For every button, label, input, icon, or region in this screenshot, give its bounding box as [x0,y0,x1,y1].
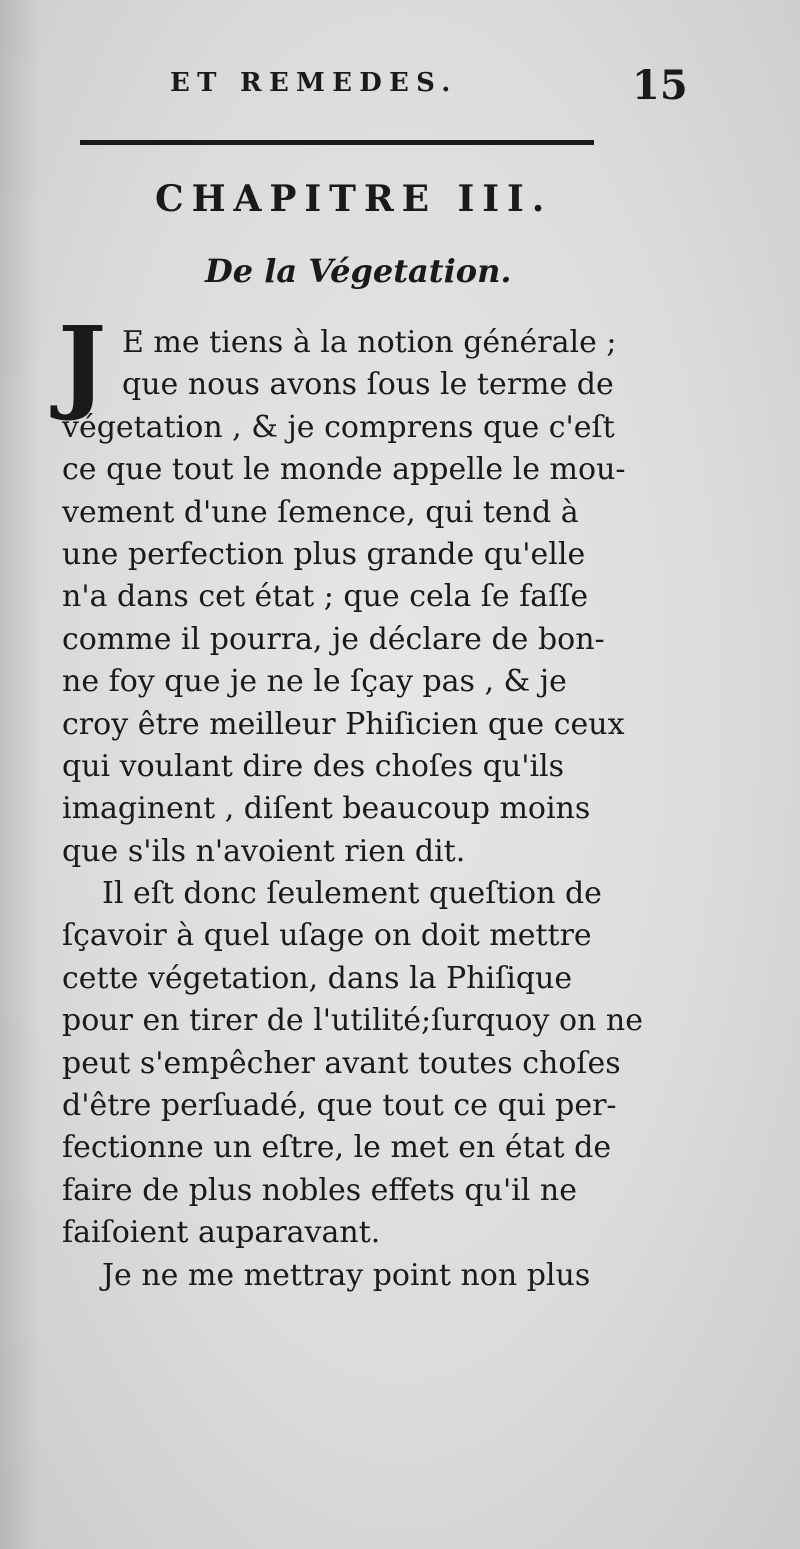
text-line: d'être perſuadé, que tout ce qui per- [62,1088,617,1124]
text-line: Je ne me mettray point non plus [102,1257,591,1293]
running-header: ET REMEDES. [170,68,458,98]
text-line: ſçavoir à quel uſage on doit mettre [62,918,592,954]
drop-cap: J [58,304,107,424]
body-text [62,322,662,1297]
text-line: que nous avons ſous le terme de [122,367,614,403]
chapter-subtitle: De la Végetation. [205,252,512,290]
text-line: comme il pourra, je déclare de bon- [62,621,605,657]
text-line: vement d'une ſemence, qui tend à [62,494,579,530]
text-line: qui voulant dire des choſes qu'ils [62,748,565,784]
text-line: croy être meilleur Phiſicien que ceux [62,706,625,742]
text-line: végetation , & je comprens que c'eſt [62,409,615,445]
text-line: que s'ils n'avoient rien dit. [62,833,466,869]
text-line: Il eſt donc ſeulement queſtion de [102,876,602,912]
gutter-shadow [0,0,40,1549]
text-line: ce que tout le monde appelle le mou- [62,452,626,488]
text-line: imaginent , diſent beaucoup moins [62,791,591,827]
text-line: faire de plus nobles effets qu'il ne [62,1172,578,1208]
text-line: E me tiens à la notion générale ; [122,325,617,360]
text-line: fectionne un eſtre, le met en état de [62,1130,612,1166]
text-line: une perfection plus grande qu'elle [62,536,586,572]
text-line: peut s'empêcher avant toutes choſes [62,1045,621,1081]
page-number: 15 [632,62,688,109]
text-line: cette végetation, dans la Phiſique [62,960,573,996]
text-line: ne foy que je ne le ſçay pas , & je [62,664,567,700]
header-rule [80,140,594,145]
text-line: faiſoient auparavant. [62,1215,381,1251]
text-line: n'a dans cet état ; que cela ſe faſſe [62,579,589,615]
text-line: pour en tirer de l'utilité;ſurquoy on ne [62,1003,643,1039]
chapter-title: CHAPITRE III. [155,178,553,220]
